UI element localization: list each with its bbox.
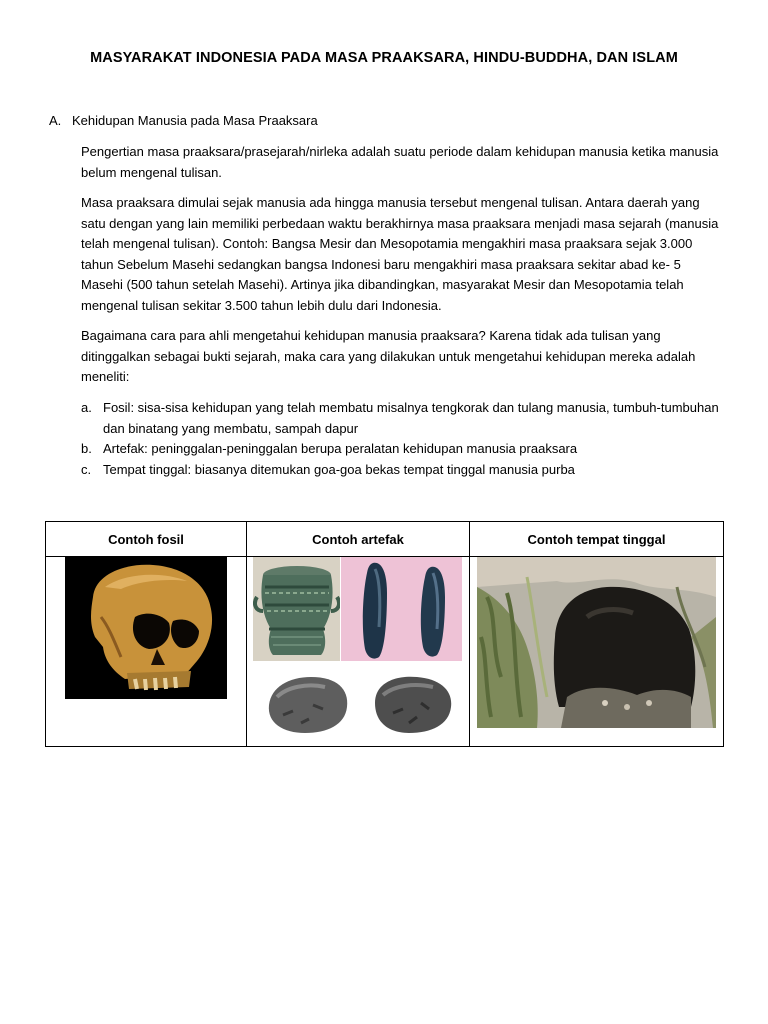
cell-dwelling [470,557,724,747]
section-marker: A. [49,113,62,128]
cell-fossil [46,557,247,747]
list-item-text: Tempat tinggal: biasanya ditemukan goa-goa bekas tempat tinggal manusia purba [103,461,575,477]
list-item-text: Artefak: peninggalan-peninggalan berupa peralatan kehidupan manusia praaksara [103,441,578,456]
table-image-row [46,557,724,747]
document-title: MASYARAKAT INDONESIA PADA MASA PRAAKSARA, HINDU-BUDDHA, DAN ISLAM [90,50,678,66]
research-list [81,398,721,480]
header-fossil: Contoh fosil [46,522,247,557]
bronze-drum-photo [253,557,340,661]
list-marker: c. [81,461,92,477]
list-marker: a. [81,400,92,415]
list-item-text: Fosil: sisa-sisa kehidupan yang telah membatu misalnya tengkorak dan tulang manusia, tumbuh-tumbuhan dan binatang yang membatu, sampah dapur [103,400,719,436]
cell-artefact [247,557,470,747]
polished-stone-axes-photo [341,557,462,661]
list-item [81,460,721,481]
header-dwelling: Contoh tempat tinggal [470,522,724,557]
cave-photo [477,557,716,728]
list-item [81,398,721,439]
table-header-row [46,522,724,557]
paragraph: Bagaimana cara para ahli mengetahui kehidupan manusia praaksara? Karena tidak ada tulisan yang ditinggalkan sebagai bukti sejarah, maka cara yang dilakukan untuk mengetahui kehidupan mereka adalah meneliti: [81,328,696,384]
skull-fossil-photo [65,557,227,699]
section-title: Kehidupan Manusia pada Masa Praaksara [72,113,318,128]
stone-tools-photo [253,665,462,737]
paragraph: Masa praaksara dimulai sejak manusia ada hingga manusia tersebut mengenal tulisan. Antara daerah yang satu dengan yang lain memiliki perbedaan waktu berakhirnya masa praaksara menjadi masa sejarah (manusia telah mengenal tulisan). Contoh: Bangsa Mesir dan Mesopotamia mengakhiri masa praaksara sejak 3.000 tahun Sebelum Masehi sedangkan bangsa Indonesi baru mengakhiri masa praaksara sekitar abad ke- 5 Masehi (500 tahun setelah Masehi). Artinya jika dibandingkan, masyarakat Mesir dan Mesopotamia telah mengenal tulisan sekitar 3.500 tahun lebih dulu dari Indonesia. [81,195,719,313]
header-artefact: Contoh artefak [247,522,470,557]
paragraph: Pengertian masa praaksara/prasejarah/nirleka adalah suatu periode dalam kehidupan manusia ketika manusia belum mengenal tulisan. [81,144,719,180]
section-heading [49,113,318,128]
examples-table [45,521,724,747]
list-item [81,439,721,460]
list-marker: b. [81,441,92,456]
